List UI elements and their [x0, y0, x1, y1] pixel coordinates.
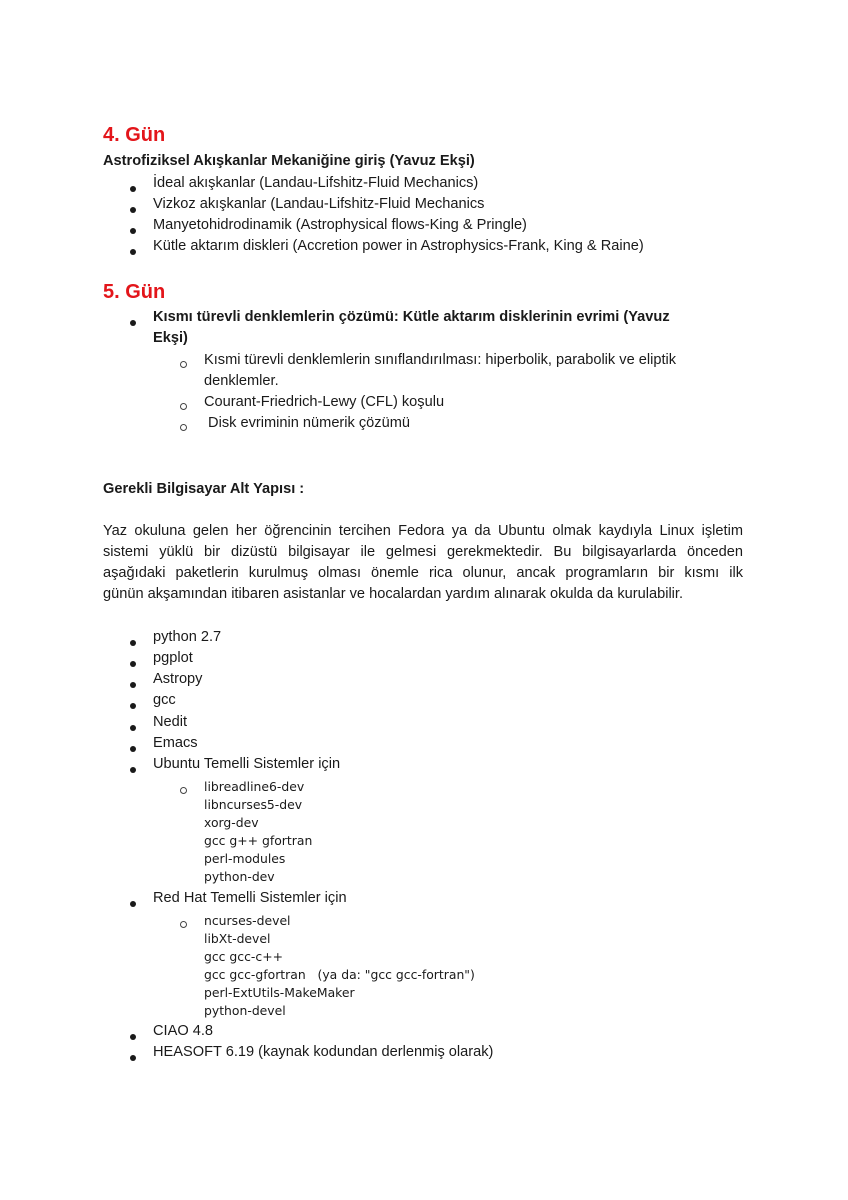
redhat-package: python-devel — [204, 1003, 286, 1018]
paragraph-line: sistemi yüklü bir dizüstü bilgisayar ile gelmesi gerekmektedir. Bu bilgisayarlarda önceden — [103, 544, 743, 560]
package-item: HEASOFT 6.19 (kaynak kodundan derlenmiş olarak) — [153, 1044, 494, 1060]
redhat-label: Red Hat Temelli Sistemler için — [153, 890, 347, 906]
list-item: Kütle aktarım diskleri (Accretion power in Astrophysics-Frank, King & Raine) — [153, 238, 644, 254]
ubuntu-package: gcc g++ gfortran — [204, 833, 313, 848]
circle-bullet-icon — [180, 783, 187, 797]
package-item: gcc — [153, 692, 176, 708]
package-item: Emacs — [153, 735, 198, 751]
package-item: Astropy — [153, 671, 203, 687]
bullet-icon — [130, 896, 136, 910]
circle-bullet-icon — [180, 917, 187, 931]
package-item: python 2.7 — [153, 629, 222, 645]
circle-bullet-icon — [180, 357, 187, 371]
circle-bullet-icon — [180, 399, 187, 413]
ubuntu-package: python-dev — [204, 869, 275, 884]
package-item: CIAO 4.8 — [153, 1023, 214, 1039]
paragraph-line: aşağıdaki paketlerin kurulmuş olması önemle rica olunur, ancak programların bir kısmı ilk — [103, 565, 743, 581]
bullet-icon — [130, 315, 136, 329]
bullet-icon — [130, 181, 136, 195]
requirements-paragraph — [103, 521, 743, 605]
bullet-icon — [130, 741, 136, 755]
redhat-package: ncurses-devel — [204, 913, 291, 928]
paragraph-line: Yaz okuluna gelen her öğrencinin tercihen Fedora ya da Ubuntu olmak kaydıyla Linux işletim — [103, 523, 743, 539]
bullet-icon — [130, 1050, 136, 1064]
bullet-icon — [130, 1029, 136, 1043]
redhat-package: perl-ExtUtils-MakeMaker — [204, 985, 355, 1000]
circle-bullet-icon — [180, 420, 187, 434]
ubuntu-package: xorg-dev — [204, 815, 259, 830]
bullet-icon — [130, 762, 136, 776]
ubuntu-label: Ubuntu Temelli Sistemler için — [153, 756, 341, 772]
ubuntu-package: libncurses5-dev — [204, 797, 303, 812]
bullet-icon — [130, 202, 136, 216]
sub-list-item: Disk evriminin nümerik çözümü — [204, 415, 410, 431]
bullet-icon — [130, 698, 136, 712]
sub-list-item: Courant-Friedrich-Lewy (CFL) koşulu — [204, 394, 445, 410]
ubuntu-package: perl-modules — [204, 851, 286, 866]
sub-list-item-cont: denklemler. — [204, 373, 279, 389]
bullet-icon — [130, 244, 136, 258]
list-item: İdeal akışkanlar (Landau-Lifshitz-Fluid Mechanics) — [153, 175, 479, 191]
redhat-package: libXt-devel — [204, 931, 271, 946]
day4-title: 4. Gün — [103, 124, 166, 146]
bullet-icon — [130, 677, 136, 691]
list-item-heading-cont: Ekşi) — [153, 330, 188, 346]
day5-title: 5. Gün — [103, 281, 166, 303]
package-item: Nedit — [153, 714, 188, 730]
bullet-icon — [130, 720, 136, 734]
bullet-icon — [130, 656, 136, 670]
day4-subtitle: Astrofiziksel Akışkanlar Mekaniğine giriş (Yavuz Ekşi) — [103, 153, 475, 169]
bullet-icon — [130, 223, 136, 237]
paragraph-line: günün akşamından itibaren asistanlar ve hocalardan yardım alınarak okulda da kurulabilir. — [103, 586, 684, 602]
redhat-package: gcc gcc-c++ — [204, 949, 283, 964]
ubuntu-package: libreadline6-dev — [204, 779, 305, 794]
bullet-icon — [130, 635, 136, 649]
package-item: pgplot — [153, 650, 193, 666]
redhat-package: gcc gcc-gfortran (ya da: "gcc gcc-fortran") — [204, 967, 475, 982]
sub-list-item: Kısmi türevli denklemlerin sınıflandırılması: hiperbolik, parabolik ve eliptik — [204, 352, 677, 368]
list-item: Manyetohidrodinamik (Astrophysical flows-King & Pringle) — [153, 217, 527, 233]
list-item: Vizkoz akışkanlar (Landau-Lifshitz-Fluid Mechanics — [153, 196, 485, 212]
list-item-heading: Kısmı türevli denklemlerin çözümü: Kütle aktarım disklerinin evrimi (Yavuz — [153, 309, 670, 325]
requirements-heading: Gerekli Bilgisayar Alt Yapısı : — [103, 481, 305, 497]
